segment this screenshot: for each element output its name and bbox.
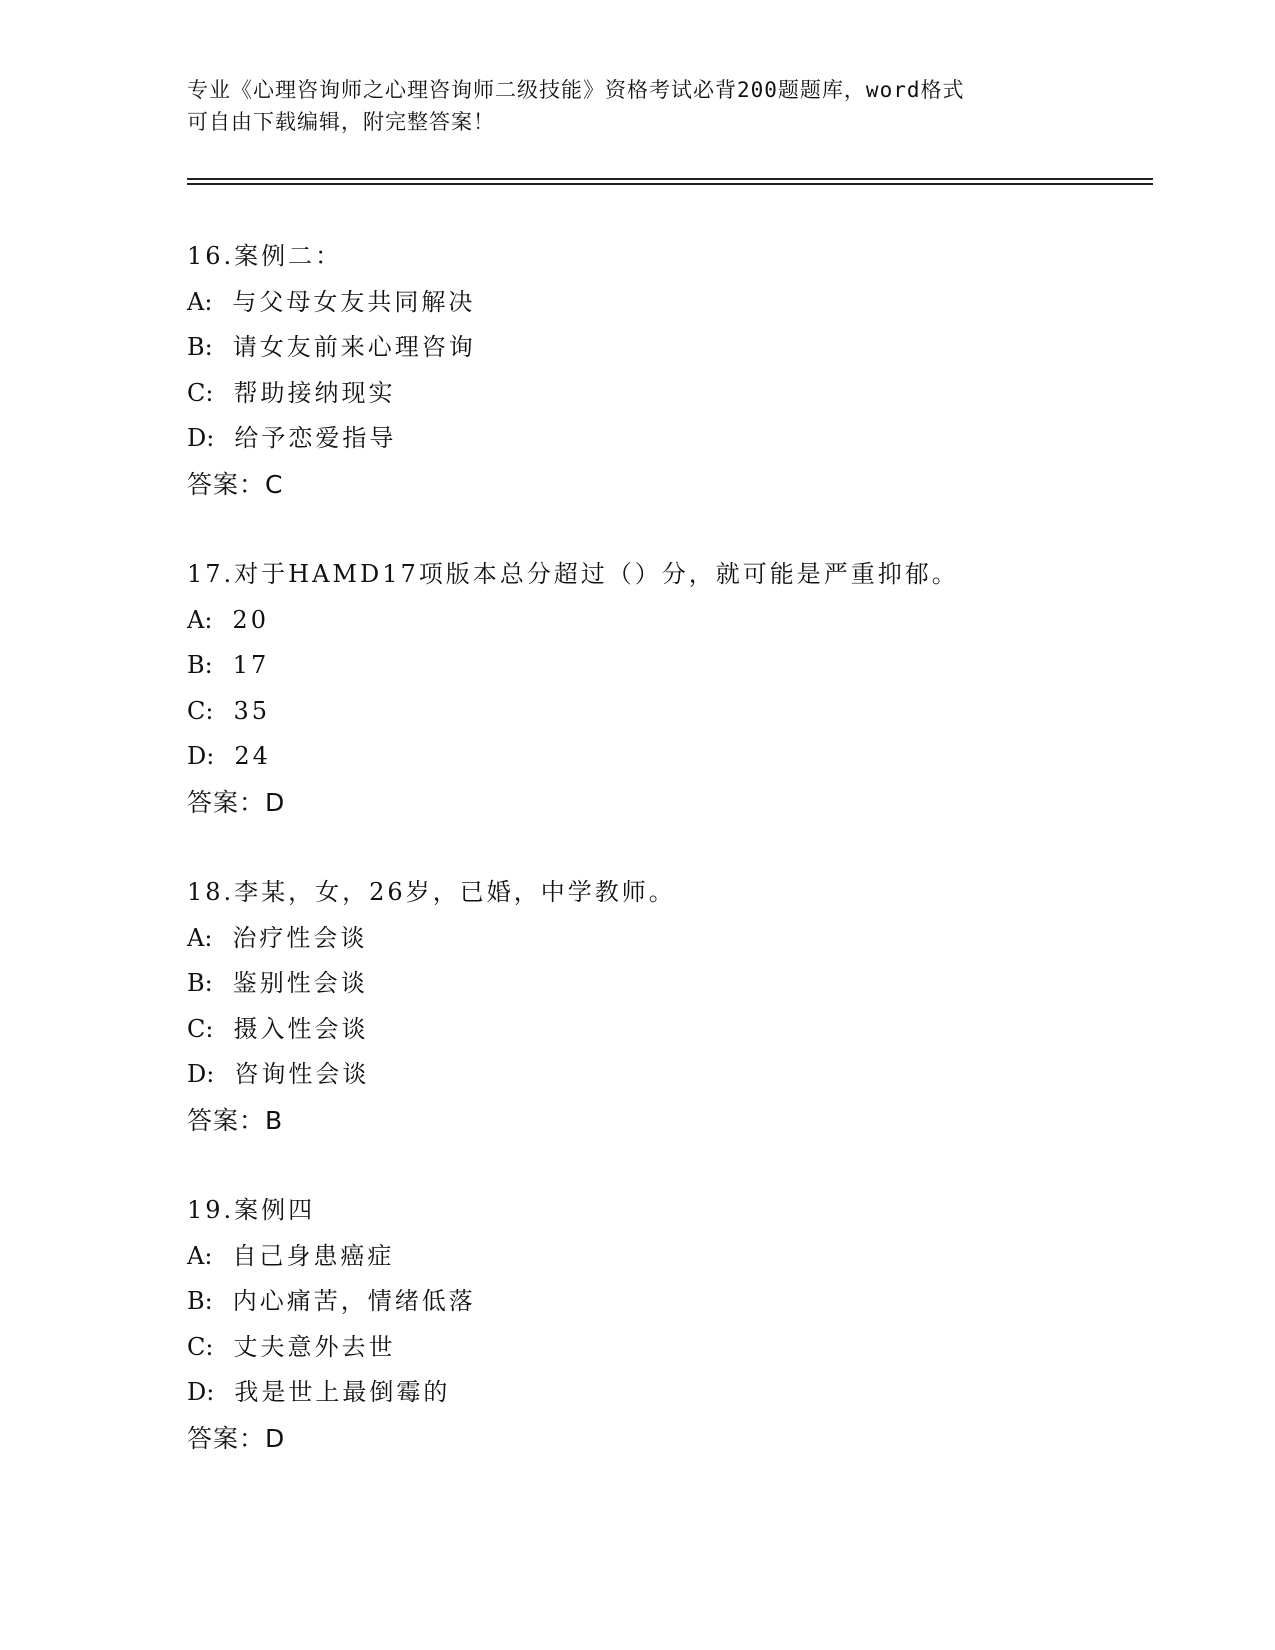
option-letter: C: (187, 378, 214, 407)
option-letter: A: (187, 1241, 213, 1270)
option-c (187, 371, 1137, 417)
option-text: 咨询性会谈 (234, 1060, 370, 1088)
question-block (187, 870, 1137, 1143)
option-text: 摄入性会谈 (233, 1014, 369, 1043)
answer-line: 答案：C (187, 469, 284, 499)
option-b (187, 643, 1137, 689)
option-letter: D: (187, 1060, 215, 1088)
option-text: 丈夫意外去世 (233, 1332, 396, 1361)
option-text: 请女友前来心理咨询 (232, 333, 476, 361)
option-letter: C: (187, 1014, 214, 1043)
option-d (187, 416, 1137, 462)
option-letter: A: (187, 287, 213, 316)
question-stem: 16.案例二： (187, 242, 343, 270)
option-letter: B: (187, 651, 213, 679)
option-a (187, 916, 1137, 962)
option-d (187, 1370, 1137, 1416)
option-text: 35 (233, 696, 270, 725)
header-divider-bottom (187, 183, 1153, 185)
document-header (187, 74, 1087, 138)
option-b (187, 1279, 1137, 1325)
option-a (187, 280, 1137, 326)
option-c (187, 689, 1137, 735)
answer-line: 答案：D (187, 1423, 286, 1453)
option-text: 帮助接纳现实 (233, 378, 396, 407)
answer-line: 答案：D (187, 787, 286, 817)
header-line-2: 可自由下载编辑，附完整答案！ (187, 110, 495, 134)
option-c (187, 1007, 1137, 1053)
option-text: 与父母女友共同解决 (232, 287, 476, 316)
option-c (187, 1325, 1137, 1371)
option-letter: D: (187, 742, 215, 770)
header-line-1: 专业《心理咨询师之心理咨询师二级技能》资格考试必背200题题库，word格式 (187, 78, 965, 102)
option-text: 给予恋爱指导 (234, 424, 397, 452)
option-letter: A: (187, 923, 213, 952)
option-text: 20 (232, 605, 269, 634)
option-letter: C: (187, 696, 214, 725)
header-divider-top (187, 178, 1153, 180)
question-block (187, 1188, 1137, 1461)
option-a (187, 598, 1137, 644)
option-b (187, 325, 1137, 371)
option-a (187, 1234, 1137, 1280)
question-block (187, 552, 1137, 825)
option-text: 治疗性会谈 (232, 923, 368, 952)
option-text: 17 (232, 651, 270, 679)
option-d (187, 1052, 1137, 1098)
option-letter: A: (187, 605, 213, 634)
option-letter: D: (187, 424, 215, 452)
option-letter: D: (187, 1378, 215, 1406)
option-b (187, 961, 1137, 1007)
question-stem: 17.对于HAMD17项版本总分超过（）分，就可能是严重抑郁。 (187, 560, 959, 588)
question-stem: 19.案例四 (187, 1196, 316, 1224)
option-letter: B: (187, 333, 213, 361)
option-text: 内心痛苦，情绪低落 (232, 1287, 476, 1315)
option-text: 自己身患癌症 (232, 1241, 395, 1270)
question-block (187, 234, 1137, 507)
option-letter: B: (187, 969, 213, 997)
answer-line: 答案：B (187, 1105, 284, 1135)
option-text: 24 (234, 742, 271, 770)
option-d (187, 734, 1137, 780)
option-text: 我是世上最倒霉的 (234, 1378, 451, 1406)
option-letter: C: (187, 1332, 214, 1361)
option-letter: B: (187, 1287, 213, 1315)
question-stem: 18.李某，女，26岁，已婚，中学教师。 (187, 878, 676, 906)
option-text: 鉴别性会谈 (232, 969, 368, 997)
